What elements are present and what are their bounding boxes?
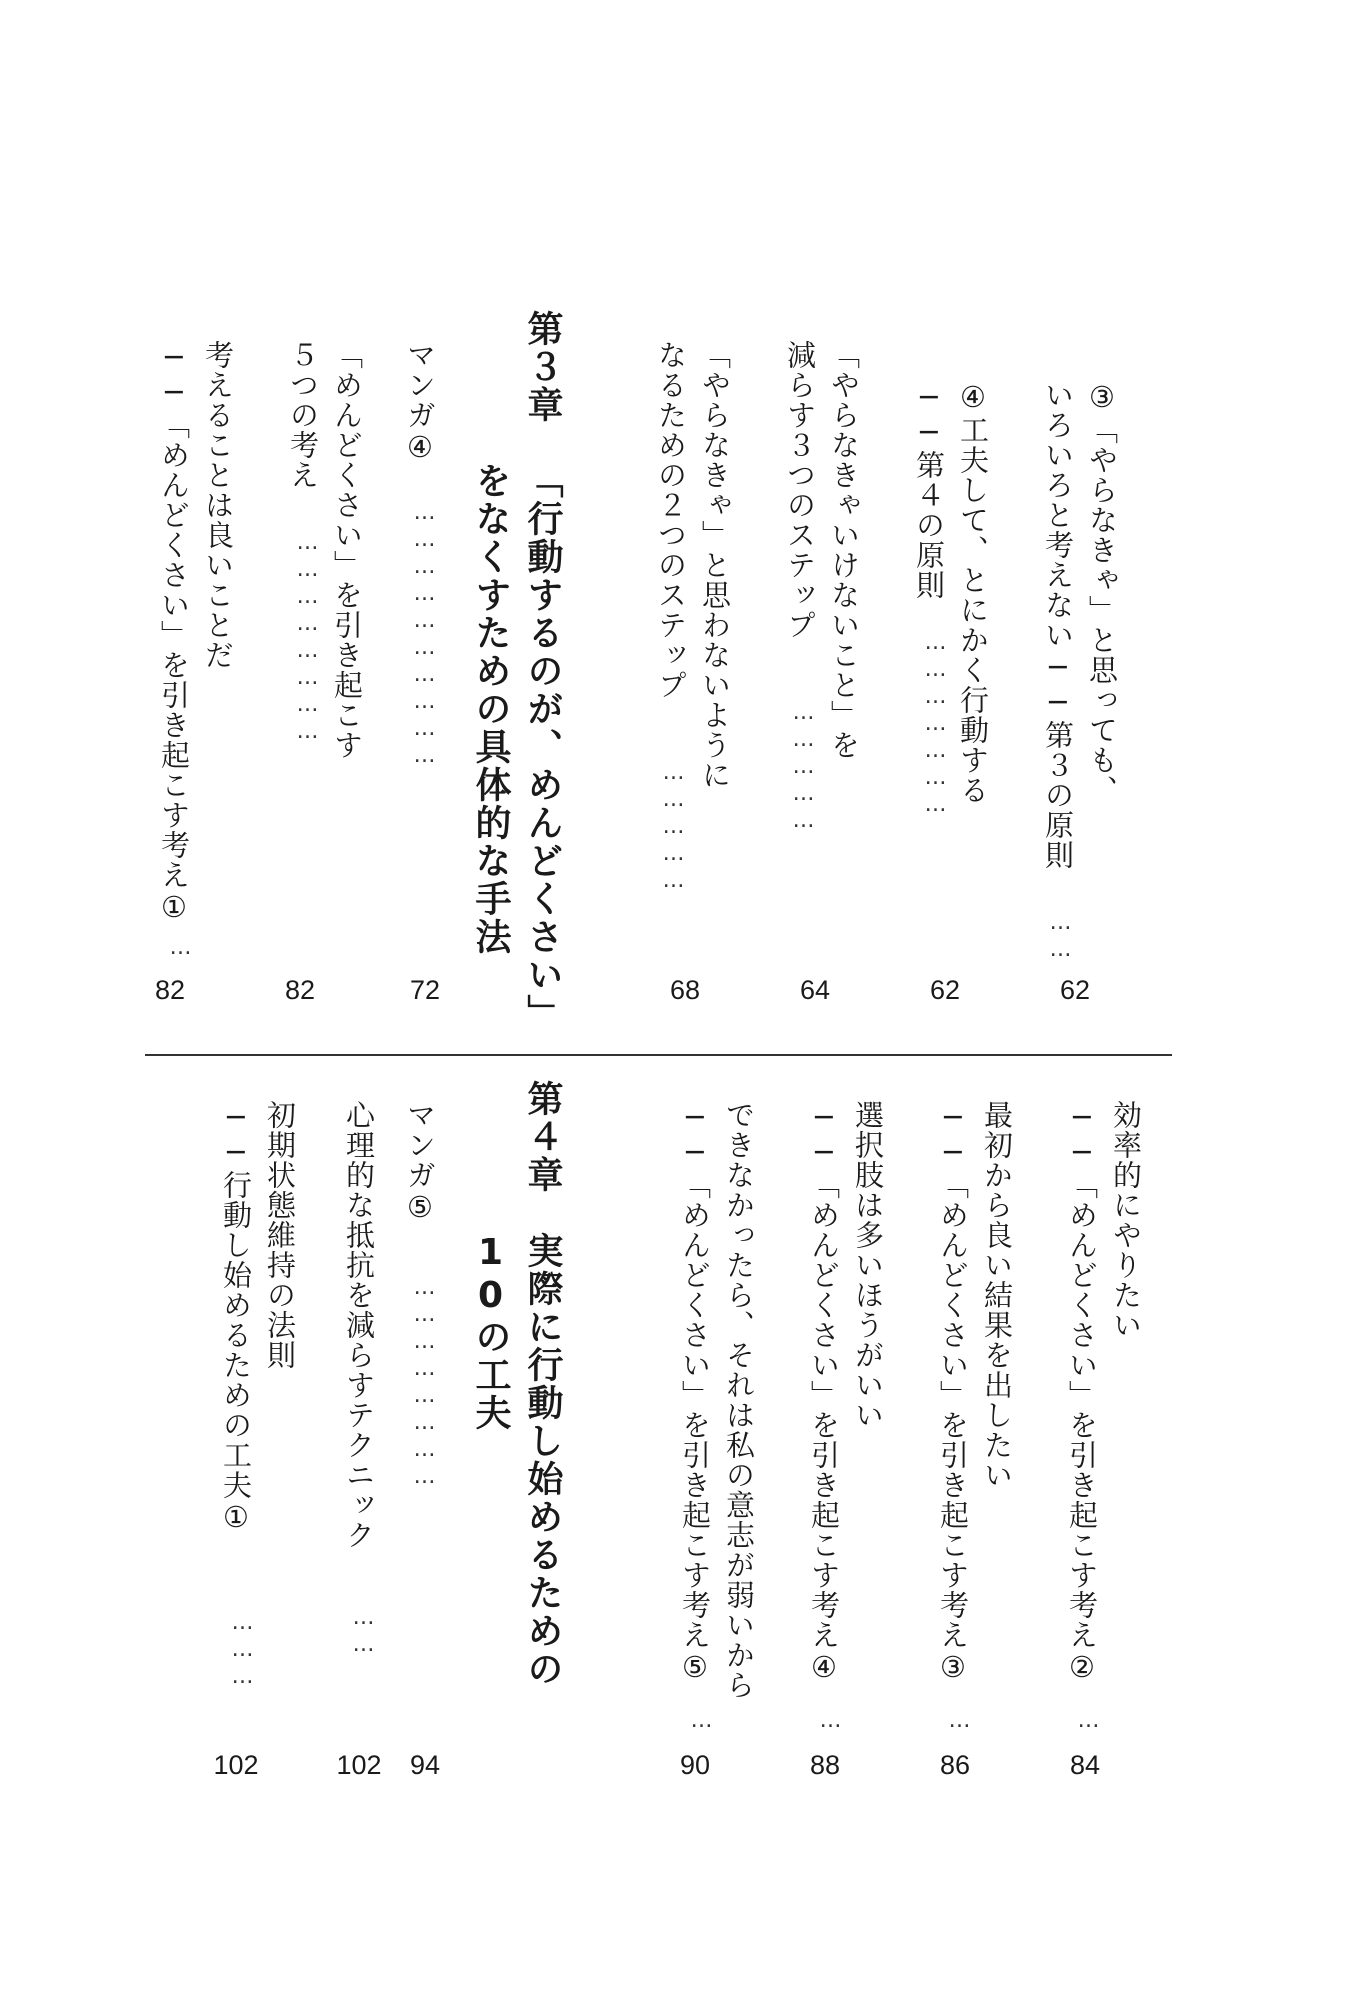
section-divider [145, 1054, 1172, 1056]
toc-leader-dots: …… [351, 1605, 376, 1659]
toc-page-number: 90 [679, 1750, 711, 1780]
toc-page-number: 88 [809, 1750, 841, 1780]
toc-entry-title: 「やらなきゃいけないこと」を [827, 340, 861, 760]
toc-page-number: 94 [409, 1750, 441, 1780]
toc-page-number: 62 [1059, 975, 1091, 1005]
toc-entry-title: できなかったら、それは私の意志が弱いから [722, 1100, 756, 1700]
toc-entry-title: ──「めんどくさい」を引き起こす考え① [157, 340, 191, 925]
chapter-title: 10の工夫 [470, 1232, 511, 1432]
toc-leader-dots: …………………… [412, 1275, 437, 1491]
toc-entry-title: マンガ⑤ [403, 1100, 437, 1225]
toc-page-number: 86 [939, 1750, 971, 1780]
chapter-label: 第４章 [522, 1080, 563, 1194]
chapter-title: をなくすための具体的な手法 [470, 462, 511, 956]
toc-page-number: 68 [669, 975, 701, 1005]
chapter-title: 「行動するのが、めんどくさい」 [522, 462, 563, 1032]
toc-entry-title: ④工夫して、とにかく行動する [956, 380, 990, 805]
toc-entry-title: ──「めんどくさい」を引き起こす考え② [1065, 1100, 1099, 1685]
toc-entry-title: ５つの考え [286, 340, 320, 490]
toc-leader-dots: …………………… [295, 530, 320, 746]
toc-entry-title: ③「やらなきゃ」と思っても、 [1085, 380, 1119, 805]
toc-entry-title: ──「めんどくさい」を引き起こす考え⑤ [678, 1100, 712, 1685]
toc-leader-dots: …………… [661, 760, 686, 895]
toc-leader-dots: ………………… [923, 630, 948, 819]
toc-entry-title: 最初から良い結果を出したい [980, 1100, 1014, 1490]
toc-entry-title: 選択肢は多いほうがいい [851, 1100, 885, 1430]
toc-page-number: 84 [1069, 1750, 1101, 1780]
toc-leader-dots: …………… [791, 700, 816, 835]
toc-page-number: 82 [154, 975, 186, 1005]
toc-leader-dots: ……… [230, 1610, 255, 1691]
toc-entry-title: 減らす３つのステップ [783, 340, 817, 640]
toc-entry-title: マンガ④ [403, 340, 437, 465]
toc-leader-dots: ………………………… [412, 500, 437, 770]
toc-page-number: 82 [284, 975, 316, 1005]
toc-entry-title: 効率的にやりたい [1109, 1100, 1143, 1340]
toc-entry-title: ──「めんどくさい」を引き起こす考え③ [936, 1100, 970, 1685]
toc-leader-dots: … [818, 1708, 843, 1735]
toc-entry-title: いろいろと考えない──第３の原則 [1041, 380, 1075, 870]
toc-leader-dots: … [168, 935, 193, 962]
toc-page-number: 72 [409, 975, 441, 1005]
toc-leader-dots: … [689, 1708, 714, 1735]
toc-page-number: 62 [929, 975, 961, 1005]
toc-entry-title: 心理的な抵抗を減らすテクニック [342, 1100, 376, 1550]
toc-page-number: 102 [336, 1750, 382, 1780]
toc-leader-dots: …… [1048, 910, 1073, 964]
toc-leader-dots: … [1076, 1708, 1101, 1735]
toc-entry-title: 「やらなきゃ」と思わないように [698, 340, 732, 790]
toc-page-number: 64 [799, 975, 831, 1005]
toc-entry-title: 考えることは良いことだ [201, 340, 235, 670]
toc-entry-title: ──「めんどくさい」を引き起こす考え④ [807, 1100, 841, 1685]
toc-entry-title: ──行動し始めるための工夫① [219, 1100, 253, 1535]
toc-entry-title: ──第４の原則 [912, 380, 946, 600]
toc-page-number: 102 [213, 1750, 259, 1780]
toc-leader-dots: … [947, 1708, 972, 1735]
chapter-title: 実際に行動し始めるための [522, 1232, 563, 1688]
toc-entry-title: 初期状態維持の法則 [263, 1100, 297, 1370]
toc-entry-title: なるための２つのステップ [654, 340, 688, 700]
toc-entry-title: 「めんどくさい」を引き起こす [330, 340, 364, 760]
chapter-label: 第３章 [522, 310, 563, 424]
